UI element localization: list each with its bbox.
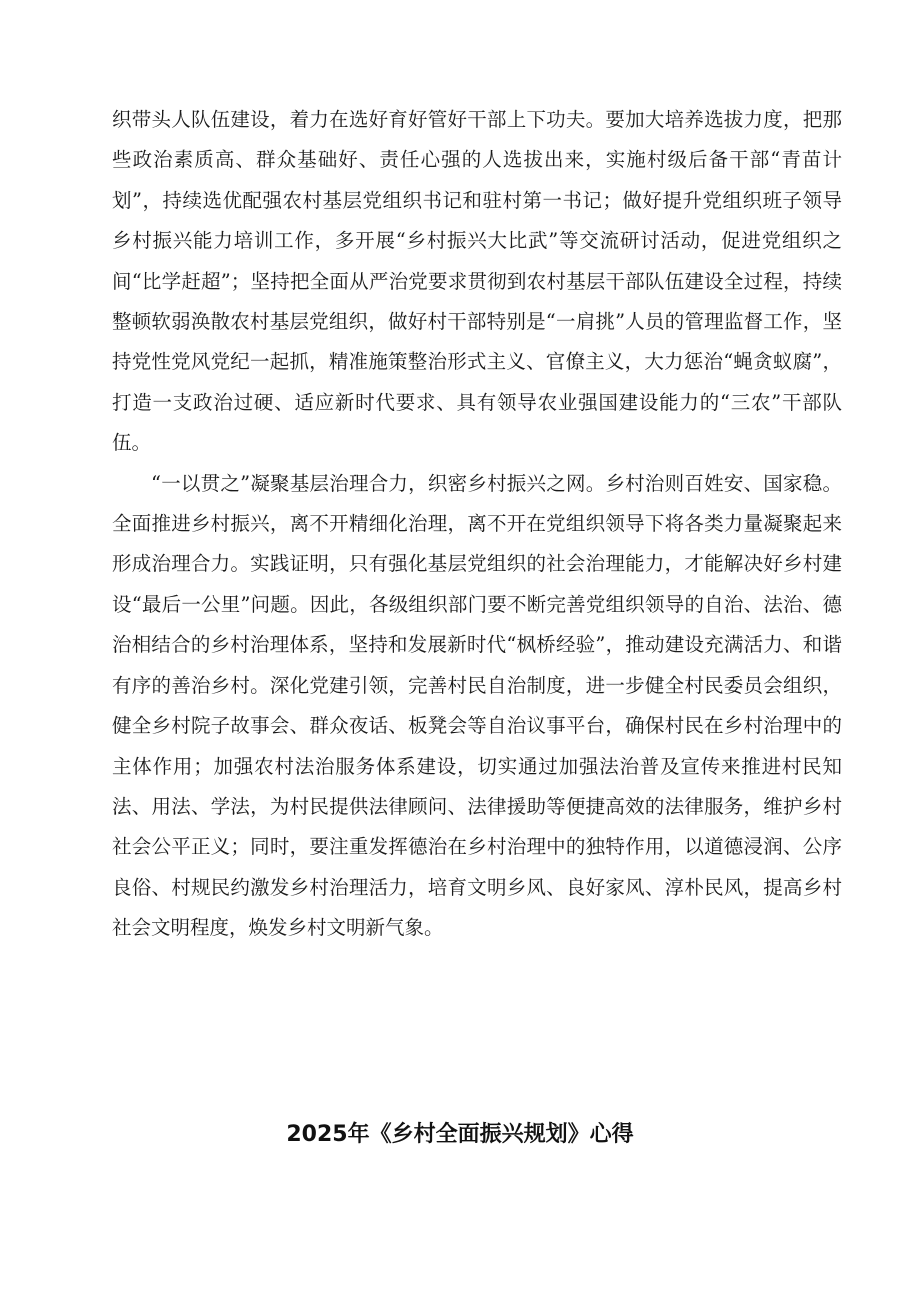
section-title: 2025年《乡村全面振兴规划》心得 xyxy=(286,1122,634,1147)
document-body xyxy=(112,100,842,949)
paragraph-cadre-team: 织带头人队伍建设，着力在选好育好管好干部上下功夫。要加大培养选拔力度，把那些政治素质高、群众基础好、责任心强的人选拔出来，实施村级后备干部“青苗计划”，持续选优配强农村基层党组织书记和驻村第一书记；做好提升党组织班子领导乡村振兴能力培训工作，多开展“乡村振兴大比武”等交流研讨活动，促进党组织之间“比学赶超”；坚持把全面从严治党要求贯彻到农村基层干部队伍建设全过程，持续整顿软弱涣散农村基层党组织，做好村干部特别是“一肩挑”人员的管理监督工作，坚持党性党风党纪一起抓，精准施策整治形式主义、官僚主义，大力惩治“蝇贪蚁腐”，打造一支政治过硬、适应新时代要求、具有领导农业强国建设能力的“三农”干部队伍。 xyxy=(112,108,842,455)
paragraph-grassroots-governance: “一以贯之”凝聚基层治理合力，织密乡村振兴之网。乡村治则百姓安、国家稳。全面推进乡村振兴，离不开精细化治理，离不开在党组织领导下将各类力量凝聚起来形成治理合力。实践证明，只有强化基层党组织的社会治理能力，才能解决好乡村建设“最后一公里”问题。因此，各级组织部门要不断完善党组织领导的自治、法治、德治相结合的乡村治理体系，坚持和发展新时代“枫桥经验”，推动建设充满活力、和谐有序的善治乡村。深化党建引领，完善村民自治制度，进一步健全村民委员会组织，健全乡村院子故事会、群众夜话、板凳会等自治议事平台，确保村民在乡村治理中的主体作用；加强农村法治服务体系建设，切实通过加强法治普及宣传来推进村民知法、用法、学法，为村民提供法律顾问、法律援助等便捷高效的法律服务，维护乡村社会公平正义；同时，要注重发挥德治在乡村治理中的独特作用，以道德浸润、公序良俗、村规民约激发乡村治理活力，培育文明乡风、良好家风、淳朴民风，提高乡村社会文明程度，焕发乡村文明新气象。 xyxy=(112,471,842,940)
